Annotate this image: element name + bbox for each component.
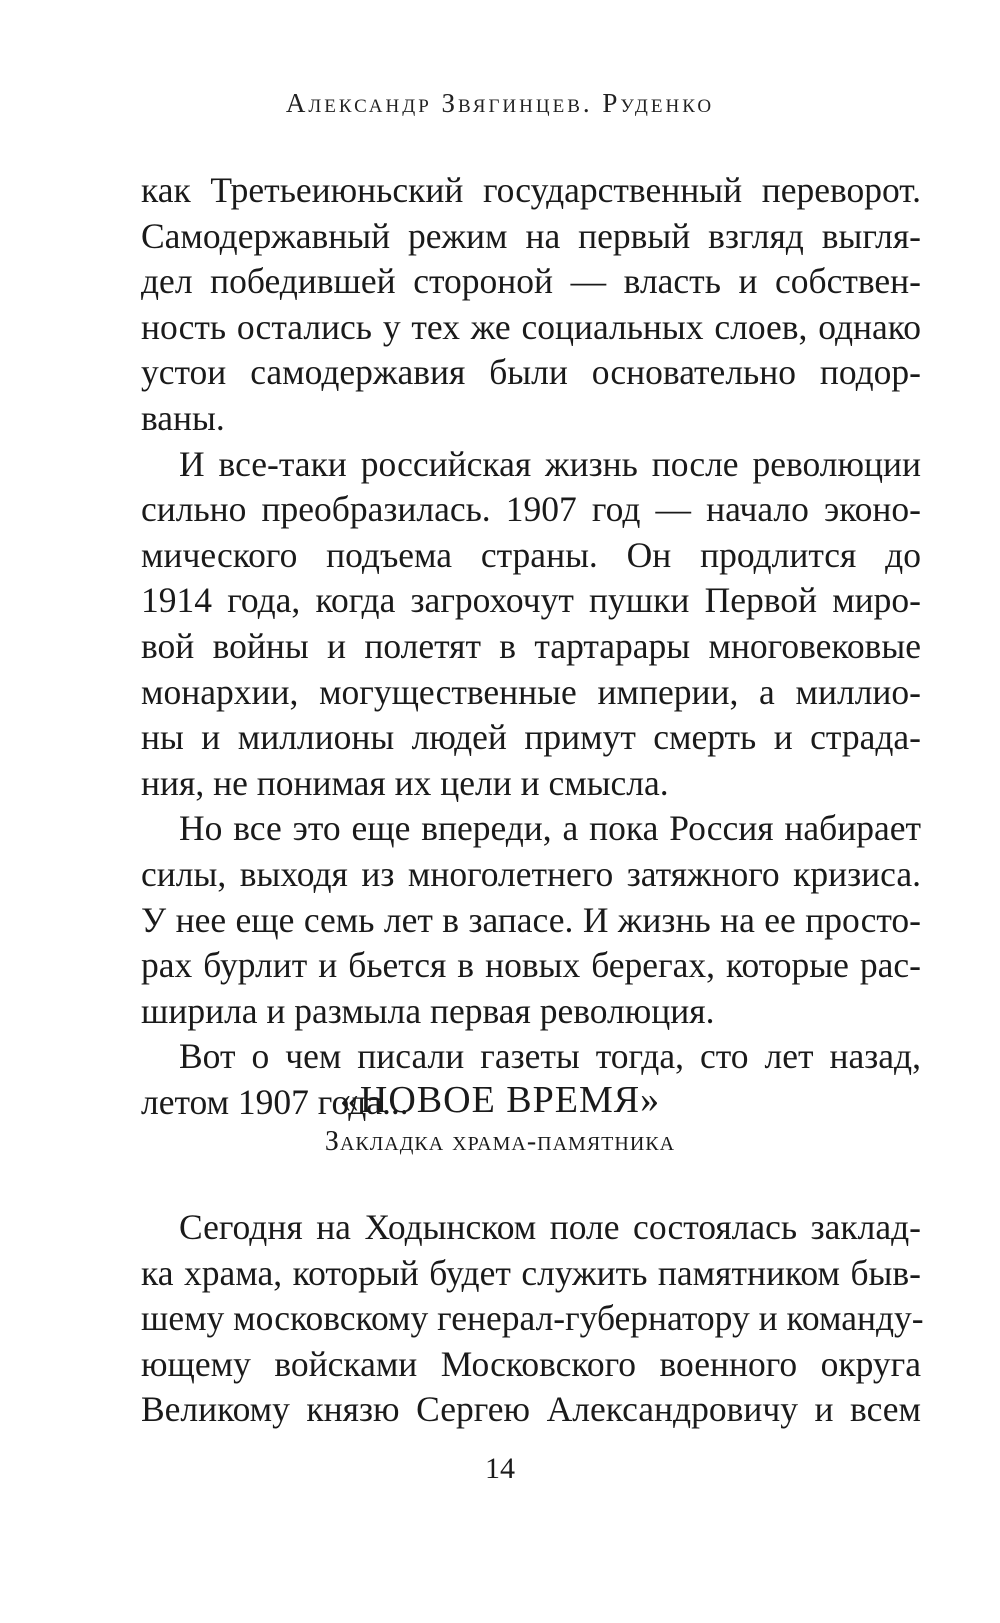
section-subtitle: Закладка храма-памятника — [324, 1126, 676, 1157]
text-line: шему московскому генерал-губернатору и команду- — [141, 1298, 924, 1339]
text-line: ющему войсками Московского военного округа — [141, 1343, 921, 1384]
text-line: ка храма, который будет служить памятником быв- — [141, 1252, 921, 1293]
text-line: ширила и размыла первая революция. — [141, 990, 715, 1031]
text-line: ния, не понимая их цели и смысла. — [141, 762, 669, 803]
text-line: Самодержавный режим на первый взгляд выгля- — [141, 215, 921, 256]
body-text — [141, 168, 921, 1125]
text-line: вой войны и полетят в тартарары многовековые — [141, 625, 921, 666]
text-line: мического подъема страны. Он продлится до — [141, 534, 921, 575]
text-line: Но все это еще впереди, а пока Россия набирает — [179, 808, 921, 849]
text-line: ваны. — [141, 397, 225, 438]
paragraph-3 — [141, 806, 921, 1034]
text-line: Сегодня на Ходынском поле состоялась заклад- — [179, 1207, 921, 1247]
text-line: И все-таки российская жизнь после революции — [179, 443, 921, 484]
text-line: устои самодержавия были основательно подор- — [141, 352, 921, 393]
text-line: летом 1907 года... — [141, 1081, 409, 1122]
running-head: Александр Звягинцев. Руденко — [285, 88, 715, 118]
text-line: Великому князю Сергею Александровичу и всем — [141, 1389, 921, 1430]
text-line: как Третьеиюньский государственный переворот. — [141, 170, 921, 210]
section-title: «НОВОЕ ВРЕМЯ» — [339, 1079, 661, 1121]
text-line: 1914 года, когда загрохочут пушки Первой миро- — [141, 580, 921, 621]
section-text — [141, 1205, 924, 1433]
paragraph-2 — [141, 442, 921, 807]
text-line: сильно преобразилась. 1907 год — начало эконо- — [141, 489, 921, 530]
text-line: Вот о чем писали газеты тогда, сто лет назад, — [179, 1036, 921, 1077]
page-number: 14 — [485, 1452, 515, 1485]
text-line: монархии, могущественные империи, а миллио- — [141, 671, 921, 712]
text-line: ны и миллионы людей примут смерть и страда- — [141, 717, 921, 758]
text-line: У нее еще семь лет в запасе. И жизнь на ее просто- — [141, 899, 921, 940]
text-line: дел победившей стороной — власть и собствен- — [141, 261, 921, 302]
text-line: ность остались у тех же социальных слоев, однако — [141, 306, 921, 347]
text-line: рах бурлит и бьется в новых берегах, которые рас- — [141, 945, 921, 986]
text-line: силы, выходя из многолетнего затяжного кризиса. — [141, 853, 921, 894]
paragraph-1 — [141, 168, 921, 442]
